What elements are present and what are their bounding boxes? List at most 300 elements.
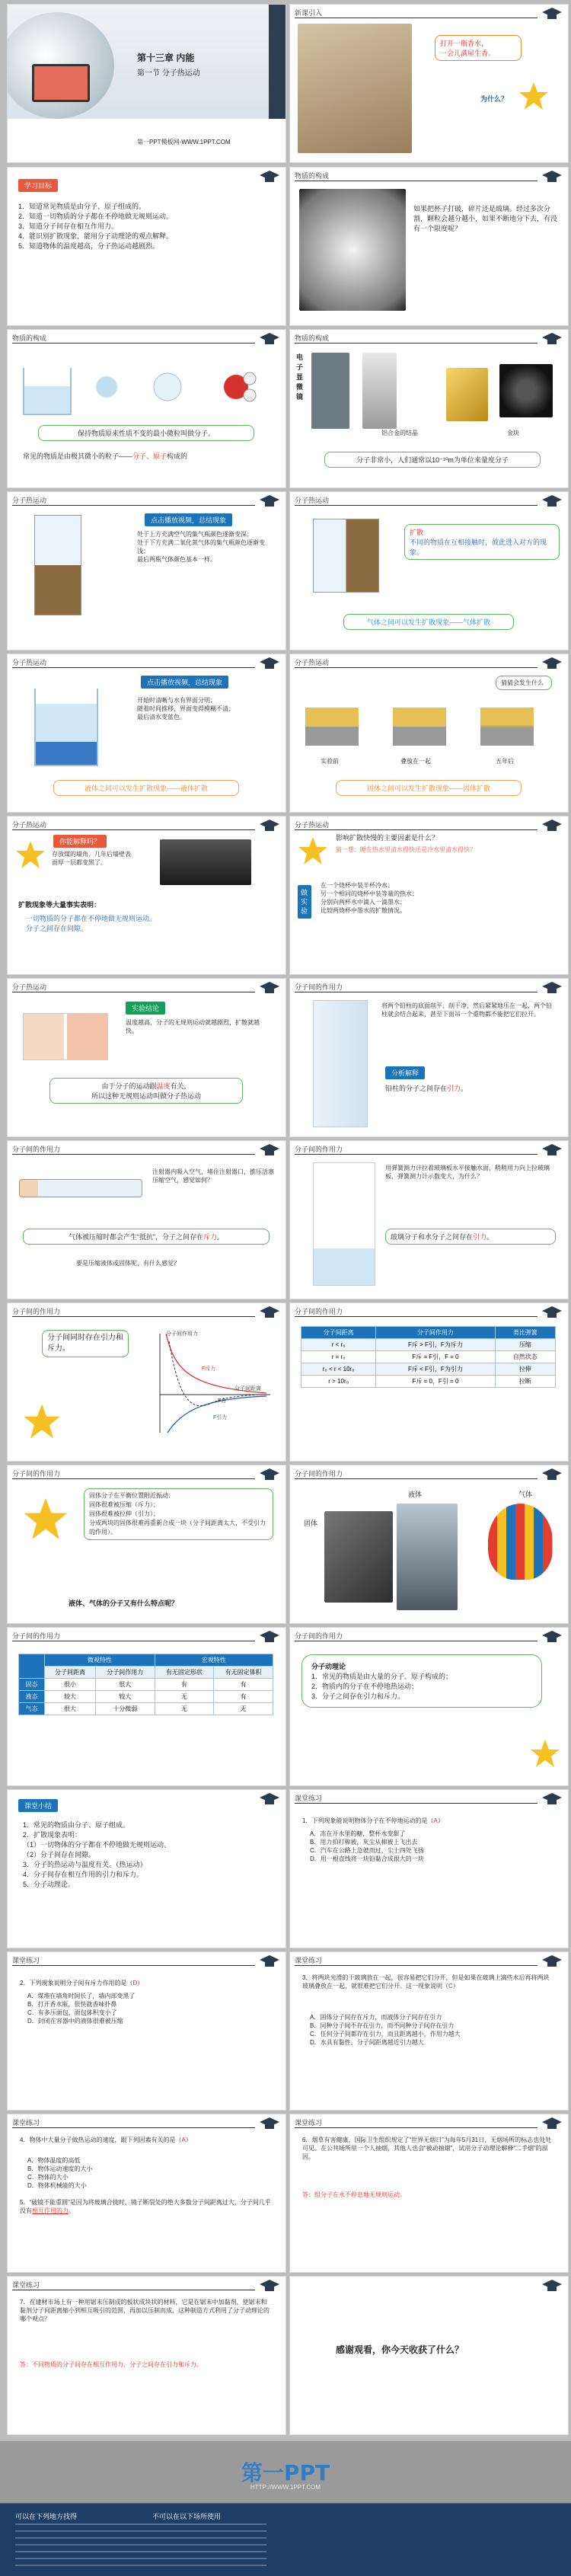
graduation-cap-icon [542, 333, 562, 347]
observation-item: 随着时间推移，界面变得模糊不清； [137, 705, 234, 712]
analysis-text [385, 1084, 553, 1094]
slide-heading: 物质的构成 [295, 172, 330, 180]
gold-lead-block-after [480, 708, 534, 746]
conclusion-list [26, 914, 270, 934]
molecule-definition-box: 保持物质原来性质不变的最小微粒叫做分子。 [38, 425, 254, 441]
objective-item: 1．知道常见物质是由分子、原子组成的。 [18, 203, 146, 210]
summary-item: 5．分子动理论。 [23, 1881, 75, 1888]
slide-exercise-4[interactable] [7, 2114, 286, 2273]
footer-url: HTTP://WWW.1PPT.COM [250, 2484, 321, 2491]
observation-item: 处于下方充满二氧化氮气体的集气瓶颜色逐渐变浅； [137, 539, 265, 555]
question-5-answer: 相互作用的力 [32, 2207, 69, 2214]
table-cell: 有 [155, 1679, 214, 1691]
table-subheader: 有无固定体积 [214, 1667, 273, 1679]
heading-rule [295, 1316, 538, 1317]
conclusion-heading: 扩散现象等大量事实表明： [18, 901, 101, 909]
slide-heading: 分子热运动 [12, 497, 47, 504]
table-header: 分子间作用力 [376, 1327, 495, 1339]
slide-exercise-6[interactable] [7, 2276, 286, 2435]
summary-item: 2．扩散现象表明： [23, 1831, 82, 1839]
thanks-text: 感谢观看，你今天收获了什么？ [336, 2344, 464, 2355]
attraction-part-c: 。 [486, 1233, 494, 1241]
solid-properties-heading: 固体分子在平衡位置附近振动： [89, 1492, 174, 1499]
table-cell: 自然状态 [495, 1351, 555, 1363]
graduation-cap-icon [542, 982, 562, 996]
graph-title: 分子间作用力 [166, 1331, 198, 1337]
table-cell: F斥 < F引，F为引力 [376, 1363, 495, 1376]
exercise-question [20, 1979, 271, 1987]
option-item: C．汽车在公路上急驶而过，尘土四处飞扬 [310, 1847, 424, 1854]
slide-matter-structure-2[interactable] [7, 329, 286, 488]
repulsion-part-a: 气体被压缩时都会产生“抵抗”，分子之间存在 [68, 1233, 203, 1241]
footer-left-title: 可以在下列地方找得 [15, 2513, 78, 2520]
table-header [19, 1654, 45, 1679]
slide-intro[interactable] [289, 4, 569, 163]
heading-rule [12, 343, 255, 344]
laptop-illustration [32, 64, 90, 102]
slide-heading: 分子间的作用力 [295, 1470, 343, 1478]
theory-item: 1．常见的物质是由大量的分子、原子构成的； [311, 1673, 453, 1680]
table-cell: 较大 [95, 1691, 155, 1703]
table-cell: 无 [214, 1703, 273, 1715]
table-cell: F斥 = 0，F引 = 0 [376, 1376, 495, 1388]
diffusion-text: 不同的物质在互相接触时，彼此进入对方的现象。 [410, 539, 547, 556]
guess-text: 猜一想：睡在热水里清水得快还是冷水里清水得快？ [336, 846, 476, 853]
slide-heading: 课堂练习 [295, 1795, 323, 1802]
graduation-cap-icon [260, 1631, 279, 1644]
graduation-cap-icon [260, 171, 279, 184]
summary-item: （2）分子间存在间隙。 [23, 1851, 96, 1858]
objectives-list [18, 202, 270, 251]
slide-heading: 分子热运动 [12, 983, 47, 991]
play-video-tag: 点击播放视频，总结现象 [145, 513, 232, 526]
table-header: 分子间距离 [301, 1327, 376, 1339]
solid-rock-photo [324, 1511, 393, 1603]
question-5-stem: 5．“破镜不能重圆”是因为将玻璃合拢时，镜子断裂处的绝大多数分子间距离过大，分子间几乎没有 [20, 2199, 271, 2214]
slide-exercise-1[interactable] [289, 1789, 569, 1948]
conclusion-item: 一切物质的分子都在不停地做无规则运动。 [26, 915, 157, 922]
table-row [19, 1679, 273, 1691]
question-stem-end: ） [437, 1817, 444, 1824]
question-stem: 1．下列现象能说明物体分子在不停地运动的是（ [302, 1817, 434, 1824]
beakers-illustration [23, 1013, 108, 1060]
footer-banner [0, 2441, 571, 2576]
aluminum-crystal-photo [362, 353, 397, 429]
liquid-beaker-illustration [34, 689, 98, 766]
slide-molecular-force-2[interactable] [7, 1140, 286, 1299]
caption-before: 实验前 [321, 758, 339, 765]
slide-thermal-motion-6[interactable] [289, 816, 569, 975]
slide-heading: 分子间的作用力 [295, 1146, 343, 1153]
option-item: B．用力拍打棉被，灰尘从棉被上飞出去 [310, 1839, 418, 1846]
heading-rule [295, 1965, 538, 1966]
slide-title[interactable] [7, 4, 286, 163]
option-item: C．任何分子间都存在引力，而且距离越小，作用力越大 [310, 2031, 461, 2037]
slide-heading: 新课引入 [295, 9, 323, 17]
heading-rule [12, 667, 255, 668]
slide-heading: 分子间的作用力 [12, 1470, 61, 1478]
coal-pile-photo [160, 839, 251, 885]
table-cell: 很大 [45, 1703, 96, 1715]
composition-text-c: 构成的 [167, 452, 188, 460]
graduation-cap-icon [542, 495, 562, 509]
summary-item: 1．常见的物质由分子、原子组成。 [23, 1821, 130, 1829]
template-footer: 第一PPT模板网-WWW.1PPT.COM [137, 139, 231, 145]
table-row [301, 1363, 556, 1376]
theory-box [301, 1654, 542, 1708]
diffusion-tag: 扩散 [410, 529, 424, 536]
composition-text-b: 分子、原子 [132, 452, 167, 460]
question-stem: 3．将两块光滑的干玻璃放在一起，很容易把它们分开，但是如果在玻璃上滴些水后再将两块玻璃叠放在一起，就很难把它们分开。这一现象说明（ [302, 1974, 550, 1990]
slide-objectives[interactable] [7, 167, 286, 326]
diffusion-definition-box [404, 524, 560, 560]
table-cell: 很小 [45, 1679, 96, 1691]
exercise-question: 6．烟草有害健康，国际卫生组织规定了“世界无烟日”为每年5月31日，无烟场所的标志也处处可见。在公共场所里一个人抽烟，其他人也会“被动抽烟”，试用分子动理论解释“二手烟”的原因。 [302, 2137, 552, 2160]
graduation-cap-icon [260, 1306, 279, 1320]
table-cell: 拉伸 [495, 1363, 555, 1376]
slide-heading: 分子热运动 [12, 659, 47, 666]
heading-rule [12, 505, 255, 506]
table-cell: 拉断 [495, 1376, 555, 1388]
star-mascot-icon [23, 1402, 61, 1440]
gold-block-photo [446, 368, 488, 421]
experiment-step: 比较两烧杯中墨水的扩散情况。 [321, 907, 406, 914]
caption-stacked: 叠放在一起 [400, 758, 431, 765]
slide-matter-structure-3[interactable] [289, 329, 569, 488]
can-you-explain-tag: 你能解释吗？ [53, 835, 107, 848]
heading-rule [12, 2127, 255, 2128]
heading-rule [295, 343, 538, 344]
force-distance-table [301, 1326, 556, 1388]
solid-property-item: 固体很难被拉伸（引力）； [89, 1510, 159, 1517]
attraction-curve-label: F引力 [213, 1415, 228, 1421]
analysis-part-c: 。 [461, 1085, 468, 1092]
bubble-line-1: 打开一瓶香水， [440, 40, 489, 47]
slide-heading: 课堂练习 [295, 2119, 323, 2127]
option-item: C．物体的大小 [27, 2174, 69, 2181]
answer-letter: A [433, 1817, 438, 1824]
summary-list [23, 1820, 266, 1890]
bubble-line-2: 一会儿满屋生香。 [440, 50, 496, 57]
slide-heading: 物质的构成 [295, 334, 330, 342]
graduation-cap-icon [260, 820, 279, 833]
table-cell: r < r₀ [301, 1339, 376, 1351]
answer-letter: A [181, 2137, 186, 2143]
coal-corner-text: 存放煤的墙角，几年后墙壁表面厚一层都变黑了。 [52, 851, 131, 866]
answer-letter: D [132, 1980, 138, 1986]
analysis-tag: 分析解释 [385, 1066, 425, 1079]
experiment-conclusion-tag: 实验结论 [126, 1002, 165, 1015]
objective-item: 2．知道一切物质的分子都在不停地做无规则运动。 [18, 213, 174, 220]
slide-molecular-theory[interactable] [289, 1627, 569, 1786]
slide-molecular-force-3[interactable] [289, 1140, 569, 1299]
graduation-cap-icon [260, 1955, 279, 1969]
table-subheader: 有无固定形状 [155, 1667, 214, 1679]
attraction-part-b: 引力 [473, 1233, 487, 1241]
observation-item: 最后清水变蓝色。 [137, 714, 186, 721]
slide-heading: 分子热运动 [295, 659, 330, 666]
slide-exercise-3[interactable] [289, 1951, 569, 2111]
graduation-cap-icon [260, 1144, 279, 1158]
perfume-photo [298, 24, 412, 153]
table-header: 宏观特性 [155, 1654, 273, 1667]
slide-exercise-2[interactable] [7, 1951, 286, 2111]
heading-rule [12, 1316, 255, 1317]
table-cell: 很大 [95, 1679, 155, 1691]
table-cell: 无 [155, 1703, 214, 1715]
option-item: A．煤堆在墙角时间长了，墙内部变黑了 [27, 1993, 136, 1999]
diffusion-jars-illustration [313, 519, 379, 593]
options-list [310, 2013, 553, 2047]
caption-after: 五年后 [496, 758, 514, 765]
observation-list [137, 530, 274, 564]
slide-molecular-force-6[interactable] [7, 1465, 286, 1624]
attraction-part-a: 玻璃分子和水分子之间存在 [391, 1233, 474, 1241]
slide-molecular-force-1[interactable] [289, 978, 569, 1137]
graduation-cap-icon [260, 495, 279, 509]
gold-lead-block-stacked [393, 708, 446, 746]
theory-heading: 分子动理论 [311, 1663, 346, 1670]
exercise-question [302, 1974, 553, 1990]
compress-question: 要是压缩液体或固体呢，有什么感觉？ [76, 1260, 180, 1267]
table-row [301, 1376, 556, 1388]
graduation-cap-icon [542, 1793, 562, 1807]
question-bubble [435, 35, 522, 61]
heading-rule [295, 1478, 538, 1479]
graduation-cap-icon [542, 657, 562, 671]
states-comparison-table [18, 1654, 273, 1715]
heading-rule [295, 667, 538, 668]
slide-heading: 分子间的作用力 [12, 1308, 61, 1315]
table-subheader: 分子间作用力 [95, 1667, 155, 1679]
slide-heading: 课堂练习 [12, 2119, 40, 2127]
footer-brand: 第一PPT [241, 2460, 330, 2485]
table-row [19, 1703, 273, 1715]
experiment-step: 另一个相同的烧杯中装等量的热水； [321, 890, 418, 897]
force-coexist-bubble: 分子间同时存在引力和斥力。 [42, 1330, 129, 1357]
graduation-cap-icon [260, 333, 279, 347]
slide-heading: 分子热运动 [295, 497, 330, 504]
liquid-gas-question: 液体、气体的分子又有什么特点呢？ [69, 1600, 179, 1607]
experiment-step: 在一个烧杯中装半杯冷水； [321, 882, 394, 889]
exercise-answer: 答：组分子在永不停息地无规则运动。 [302, 2191, 406, 2198]
option-item: C．有多压面包，面包体积变小了 [27, 2009, 117, 2016]
graduation-cap-icon [542, 820, 562, 833]
observation-item: 最后两瓶气体颜色基本一样。 [137, 556, 216, 563]
liquid-water-photo [397, 1504, 458, 1610]
options-list [27, 2156, 271, 2190]
table-cell: F斥 = F引，F = 0 [376, 1351, 495, 1363]
slide-exercise-5[interactable] [289, 2114, 569, 2273]
experiment-vertical-tag: 做实验 [298, 885, 311, 919]
slide-thermal-motion-5[interactable] [7, 816, 286, 975]
definition-part-a: 由于分子的运动跟 [101, 1082, 157, 1090]
slide-thermal-motion-2[interactable] [289, 491, 569, 650]
question-5-end: 。 [69, 2207, 75, 2214]
footer-right-title: 不可以在以下场所使用 [152, 2513, 222, 2520]
graduation-cap-icon [542, 1306, 562, 1320]
graduation-cap-icon [260, 1469, 279, 1482]
table-header-row [301, 1327, 556, 1339]
slide-heading: 课堂练习 [12, 2281, 40, 2289]
table-cell: 压缩 [495, 1339, 555, 1351]
slide-thermal-motion-1[interactable] [7, 491, 286, 650]
repulsion-box [23, 1229, 270, 1245]
atom-image-photo [499, 364, 553, 417]
table-cell: 有 [214, 1691, 273, 1703]
star-mascot-icon [15, 839, 46, 870]
lead-cylinder-illustration [313, 1000, 368, 1127]
graduation-cap-icon [542, 171, 562, 184]
slide-states-table[interactable] [7, 1627, 286, 1786]
table-cell: 固态 [19, 1679, 45, 1691]
liquid-diffusion-footer: 液体之间可以发生扩散现象——液体扩散 [53, 780, 239, 796]
slide-thanks[interactable] [289, 2276, 569, 2435]
experiment-step: 分别向两杯水中滴入一滴墨水； [321, 899, 406, 906]
table-row [301, 1351, 556, 1363]
table-row [301, 1339, 556, 1351]
question-stem: 4．物体中大量分子做热运动的速度，跟下列因素有关的是（ [20, 2137, 182, 2143]
force-distance-graph [145, 1326, 274, 1440]
exercise-question [20, 2136, 271, 2144]
heading-rule [12, 1965, 255, 1966]
title-dark-panel [269, 5, 286, 119]
question-stem-end: ） [185, 2137, 192, 2143]
experiment-steps [321, 881, 557, 915]
summary-item: 3．分子的热运动与温度有关。（热运动） [23, 1861, 147, 1868]
heading-rule [12, 829, 255, 830]
lead-cylinder-text: 将两个铅柱的底面削平、削干净，然后紧紧地压在一起，两个铅柱就会结合起来，甚至下面吊一个重物都不能把它们拉开。 [381, 1002, 552, 1018]
graduation-cap-icon [542, 1144, 562, 1158]
option-item: B．同种分子间不存在引力，而不同种分子间存在引力 [310, 2022, 455, 2029]
chapter-title: 第十三章 内能 [137, 53, 195, 63]
definition-part-d: 所以这种无规则运动叫做分子热运动 [91, 1092, 201, 1100]
section-title: 第一节 分子热运动 [137, 69, 200, 78]
molecule-size-box: 分子非常小，人们通常以10⁻¹⁰m为单位来量度分子 [324, 452, 541, 468]
graduation-cap-icon [260, 982, 279, 996]
slide-summary[interactable] [7, 1789, 286, 1948]
gas-label: 气体 [518, 1491, 533, 1498]
slide-heading: 分子间的作用力 [12, 1632, 61, 1640]
objective-item: 3．知道分子间存在相互作用力。 [18, 222, 119, 230]
star-mascot-icon [23, 1496, 69, 1542]
theory-item: 2．物质内的分子在不停地热运动； [311, 1683, 419, 1690]
objective-item: 5．知道物体的温度越高，分子热运动越剧烈。 [18, 242, 160, 250]
options-list [310, 1830, 553, 1863]
net-force-label: F合 [218, 1398, 227, 1404]
observation-list [137, 696, 274, 721]
table-header-row [19, 1654, 273, 1667]
table-cell: r₀ < r < 10r₀ [301, 1363, 376, 1376]
analysis-part-b: 引力 [447, 1085, 461, 1092]
question-stem-end: ） [452, 1983, 459, 1990]
table-subheader-row [19, 1667, 273, 1679]
table-cell: r > 10r₀ [301, 1376, 376, 1388]
gold-caption: 金块 [507, 430, 519, 436]
heading-rule [295, 505, 538, 506]
gas-balloon-photo [488, 1504, 553, 1580]
footer-link-columns [15, 2523, 266, 2569]
observation-item: 处于上方充满空气的集气瓶颜色逐渐变深； [137, 531, 253, 538]
heading-rule [295, 1803, 538, 1804]
heading-rule [12, 1478, 255, 1479]
slide-heading: 课堂练习 [295, 1957, 323, 1964]
summary-tag: 课堂小结 [18, 1799, 58, 1812]
summary-item: （1）一切物体的分子都在不停地做无规则运动。 [23, 1841, 171, 1849]
glass-question-text: 如果把杯子打破，碎片还是玻璃。经过多次分割，颗粒会越分越小，如果不断地分下去，有没有一个限度呢？ [413, 205, 558, 232]
heading-rule [295, 1154, 538, 1155]
star-mascot-icon [530, 1738, 560, 1769]
table-header: 类比弹簧 [495, 1327, 555, 1339]
summary-item: 4．分子间存在相互作用的引力和斥力。 [23, 1871, 144, 1878]
repulsion-part-c: 。 [217, 1233, 225, 1241]
slide-molecular-force-5[interactable] [289, 1302, 569, 1462]
slide-heading: 分子间的作用力 [295, 1308, 343, 1315]
slide-heading: 课堂练习 [12, 1957, 40, 1964]
slide-states-of-matter[interactable] [289, 1465, 569, 1624]
question-stem-end: ） [137, 1980, 144, 1986]
table-cell: F斥 > F引，F为斥力 [376, 1339, 495, 1351]
graduation-cap-icon [542, 1631, 562, 1644]
graduation-cap-icon [542, 1955, 562, 1969]
graduation-cap-icon [542, 1469, 562, 1482]
conclusion-item: 分子之间存在间隙。 [26, 925, 88, 932]
liquid-label: 液体 [408, 1491, 423, 1498]
distance-axis-label: 分子间距离 [234, 1386, 261, 1392]
slide-matter-structure-1[interactable] [289, 167, 569, 326]
slide-thermal-motion-7[interactable] [7, 978, 286, 1137]
graduation-cap-icon [542, 2280, 562, 2293]
table-cell: 无 [155, 1691, 214, 1703]
gold-lead-block-before [305, 708, 359, 746]
spring-scale-text: 用弹簧测力计拉着玻璃板水平接触水面，稍稍用力向上拉玻璃板，弹簧测力计示数变大，为什么？ [385, 1165, 550, 1180]
slide-thermal-motion-3[interactable] [7, 654, 286, 813]
option-item: A．物体温度的高低 [27, 2157, 81, 2164]
analysis-part-a: 铅柱的分子之间存在 [385, 1085, 448, 1092]
heading-rule [295, 829, 538, 830]
microscope-photo [311, 353, 349, 429]
slide-heading: 分子热运动 [12, 821, 47, 829]
star-mascot-icon [298, 836, 328, 866]
spring-scale-illustration [313, 1162, 375, 1286]
solid-property-item: 分成两块的固体很难再重新合成一块（分子间距离太大，不受引力的作用）。 [89, 1520, 266, 1536]
broken-glass-photo [299, 189, 406, 311]
exercise-answer: 答：不同物质的分子间存在相互作用力，分子之间存在引力和斥力。 [20, 2361, 203, 2368]
gas-diffusion-footer: 气体之间可以发生扩散现象——气体扩散 [343, 614, 514, 630]
table-subheader: 分子间距离 [45, 1667, 96, 1679]
table-cell: 有 [214, 1679, 273, 1691]
slide-heading: 分子间的作用力 [295, 1632, 343, 1640]
exercise-question [302, 1817, 553, 1825]
objectives-tag: 学习目标 [18, 179, 58, 192]
table-cell: 较大 [45, 1691, 96, 1703]
gas-jars-illustration [34, 515, 81, 615]
slide-molecular-force-4[interactable] [7, 1302, 286, 1462]
aluminum-caption: 铝合金的结晶 [381, 430, 418, 436]
table-header: 微观特性 [45, 1654, 155, 1667]
table-cell: 液态 [19, 1691, 45, 1703]
slide-thermal-motion-4[interactable] [289, 654, 569, 813]
option-item: A．固体分子间存在斥力，而液体分子间存在引力 [310, 2014, 442, 2021]
option-item: D．物体机械能的大小 [27, 2182, 87, 2189]
syringe-text: 注射器内吸入空气，堵住注射器口，推压活塞压缩空气，感觉如何？ [152, 1168, 274, 1184]
factor-question: 影响扩散快慢的主要因素是什么？ [336, 834, 439, 842]
guess-bubble: 猜猜会发生什么 [496, 676, 552, 690]
glass-water-attraction-box [385, 1229, 556, 1245]
answer-letter: C [448, 1983, 453, 1990]
water-cup-illustration [23, 368, 72, 415]
microscope-label: 电子显微镜 [296, 353, 304, 401]
